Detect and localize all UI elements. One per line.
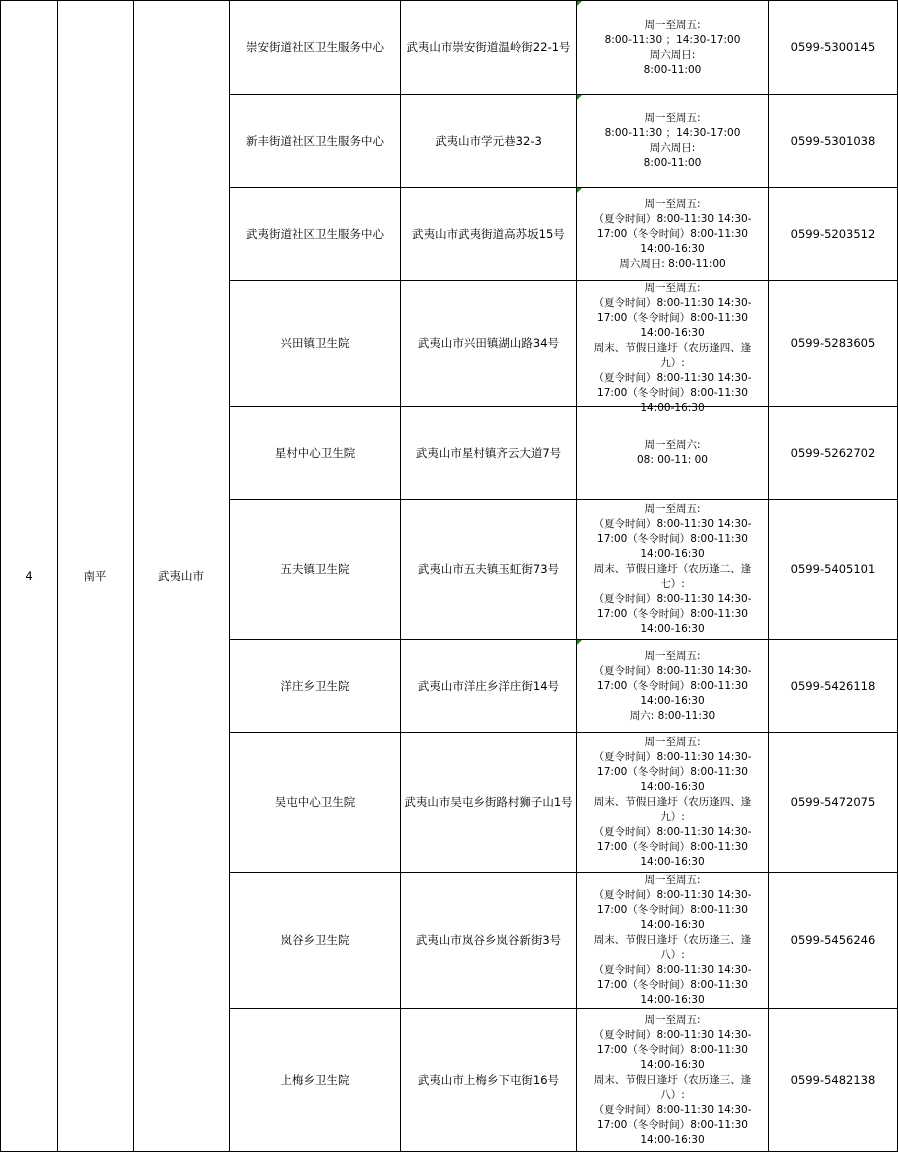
clinic-hours xyxy=(577,1,768,94)
city-cell: 南平 xyxy=(83,568,107,583)
clinic-name: 上梅乡卫生院 xyxy=(280,1073,350,1087)
clinic-hours-text: 周一至周五: （夏令时间）8:00-11:30 14:30- 17:00（冬令时间）8:00-11:30 14:00-16:30 周末、节假日逢圩（农历逢四、逢 九）: （夏令时间）8:00-11:30 14:30- 17:00（冬令时间）8:00-11:30 14:00-16:30 xyxy=(593,736,752,868)
clinic-address: 武夷山市崇安街道温岭街22-1号 xyxy=(406,40,571,54)
county-cell: 武夷山市 xyxy=(158,568,204,583)
clinic-phone: 0599-5456246 xyxy=(790,933,876,947)
clinic-name: 武夷街道社区卫生服务中心 xyxy=(246,226,384,241)
comment-flag-icon xyxy=(577,1,582,6)
clinic-address: 武夷山市五夫镇玉虹街73号 xyxy=(417,562,560,576)
clinic-phone: 0599-5482138 xyxy=(790,1073,876,1087)
clinic-hours-text: 周一至周五: 8:00-11:30 ；14:30-17:00 周六周日: 8:00-11:00 xyxy=(604,112,741,169)
clinic-address: 武夷山市兴田镇湖山路34号 xyxy=(417,336,560,350)
clinic-hours-text: 周一至周五: （夏令时间）8:00-11:30 14:30- 17:00（冬令时间）8:00-11:30 14:00-16:30 周末、节假日逢圩（农历逢三、逢 八）: （夏令时间）8:00-11:30 14:30- 17:00（冬令时间）8:00-11:30 14:00-16:30 xyxy=(593,1014,752,1146)
comment-flag-icon xyxy=(577,188,582,193)
clinic-address: 武夷山市吴屯乡街路村狮子山1号 xyxy=(404,795,573,809)
clinic-hours-text: 周一至周六: 08: 00-11: 00 xyxy=(637,439,708,466)
clinic-address: 武夷山市武夷街道高苏坂15号 xyxy=(412,226,565,241)
clinic-name: 吴屯中心卫生院 xyxy=(274,795,356,809)
column-border xyxy=(133,0,134,1152)
clinic-name: 岚谷乡卫生院 xyxy=(280,933,350,947)
clinic-phone: 0599-5405101 xyxy=(790,562,876,576)
clinic-phone: 0599-5426118 xyxy=(790,678,876,693)
clinic-name: 五夫镇卫生院 xyxy=(280,562,350,576)
row-number-cell: 4 xyxy=(25,568,33,583)
clinic-phone: 0599-5300145 xyxy=(790,40,876,54)
clinic-phone: 0599-5283605 xyxy=(790,336,876,350)
clinic-name: 星村中心卫生院 xyxy=(274,445,356,460)
clinic-address: 武夷山市学元巷32-3 xyxy=(435,133,542,148)
clinic-hours xyxy=(577,1009,768,1152)
comment-flag-icon xyxy=(577,95,582,100)
clinic-hours-text: 周一至周五: （夏令时间）8:00-11:30 14:30- 17:00（冬令时间）8:00-11:30 14:00-16:30 周末、节假日逢圩（农历逢三、逢 八）: （夏令时间）8:00-11:30 14:30- 17:00（冬令时间）8:00-11:30 14:00-16:30 xyxy=(593,874,752,1006)
clinic-name: 洋庄乡卫生院 xyxy=(280,678,350,693)
clinic-hours xyxy=(577,733,768,872)
clinic-hours xyxy=(577,873,768,1008)
clinic-hours-text: 周一至周五: 8:00-11:30 ；14:30-17:00 周六周日: 8:00-11:00 xyxy=(604,18,741,76)
clinic-hours xyxy=(577,95,768,187)
clinic-hours-text: 周一至周五: （夏令时间）8:00-11:30 14:30- 17:00（冬令时间）8:00-11:30 14:00-16:30 周末、节假日逢圩（农历逢二、逢 七）: （夏令时间）8:00-11:30 14:30- 17:00（冬令时间）8:00-11:30 14:00-16:30 xyxy=(593,503,752,635)
clinic-hours-text: 周一至周五: （夏令时间）8:00-11:30 14:30- 17:00（冬令时间）8:00-11:30 14:00-16:30 周末、节假日逢圩（农历逢四、逢 九）: （夏令时间）8:00-11:30 14:30- 17:00（冬令时间）8:00-11:30 14:00-16:30 xyxy=(593,282,752,414)
clinic-hours-text: 周一至周五: （夏令时间）8:00-11:30 14:30- 17:00（冬令时间）8:00-11:30 14:00-16:30 周六: 8:00-11:30 xyxy=(593,649,752,722)
clinic-name: 崇安街道社区卫生服务中心 xyxy=(246,40,384,54)
clinic-phone: 0599-5301038 xyxy=(790,133,876,148)
comment-flag-icon xyxy=(577,640,582,645)
clinic-hours-text: 周一至周五: （夏令时间）8:00-11:30 14:30- 17:00（冬令时间）8:00-11:30 14:00-16:30 周六周日: 8:00-11:00 xyxy=(593,197,752,270)
clinic-phone: 0599-5262702 xyxy=(790,445,876,460)
clinic-name: 新丰街道社区卫生服务中心 xyxy=(246,133,384,148)
clinic-hours xyxy=(577,640,768,732)
clinic-hours xyxy=(577,188,768,280)
clinic-address: 武夷山市岚谷乡岚谷新街3号 xyxy=(415,933,562,947)
clinic-address: 武夷山市星村镇齐云大道7号 xyxy=(415,445,562,460)
clinic-address: 武夷山市上梅乡下屯街16号 xyxy=(417,1073,560,1087)
clinic-name: 兴田镇卫生院 xyxy=(280,336,350,350)
clinic-phone: 0599-5203512 xyxy=(790,226,876,241)
clinic-hours xyxy=(577,500,768,639)
clinic-hours xyxy=(577,407,768,499)
column-border xyxy=(57,0,58,1152)
clinic-address: 武夷山市洋庄乡洋庄街14号 xyxy=(417,678,560,693)
column-border xyxy=(0,0,1,1152)
clinic-hours xyxy=(577,281,768,414)
clinic-phone: 0599-5472075 xyxy=(790,795,876,809)
